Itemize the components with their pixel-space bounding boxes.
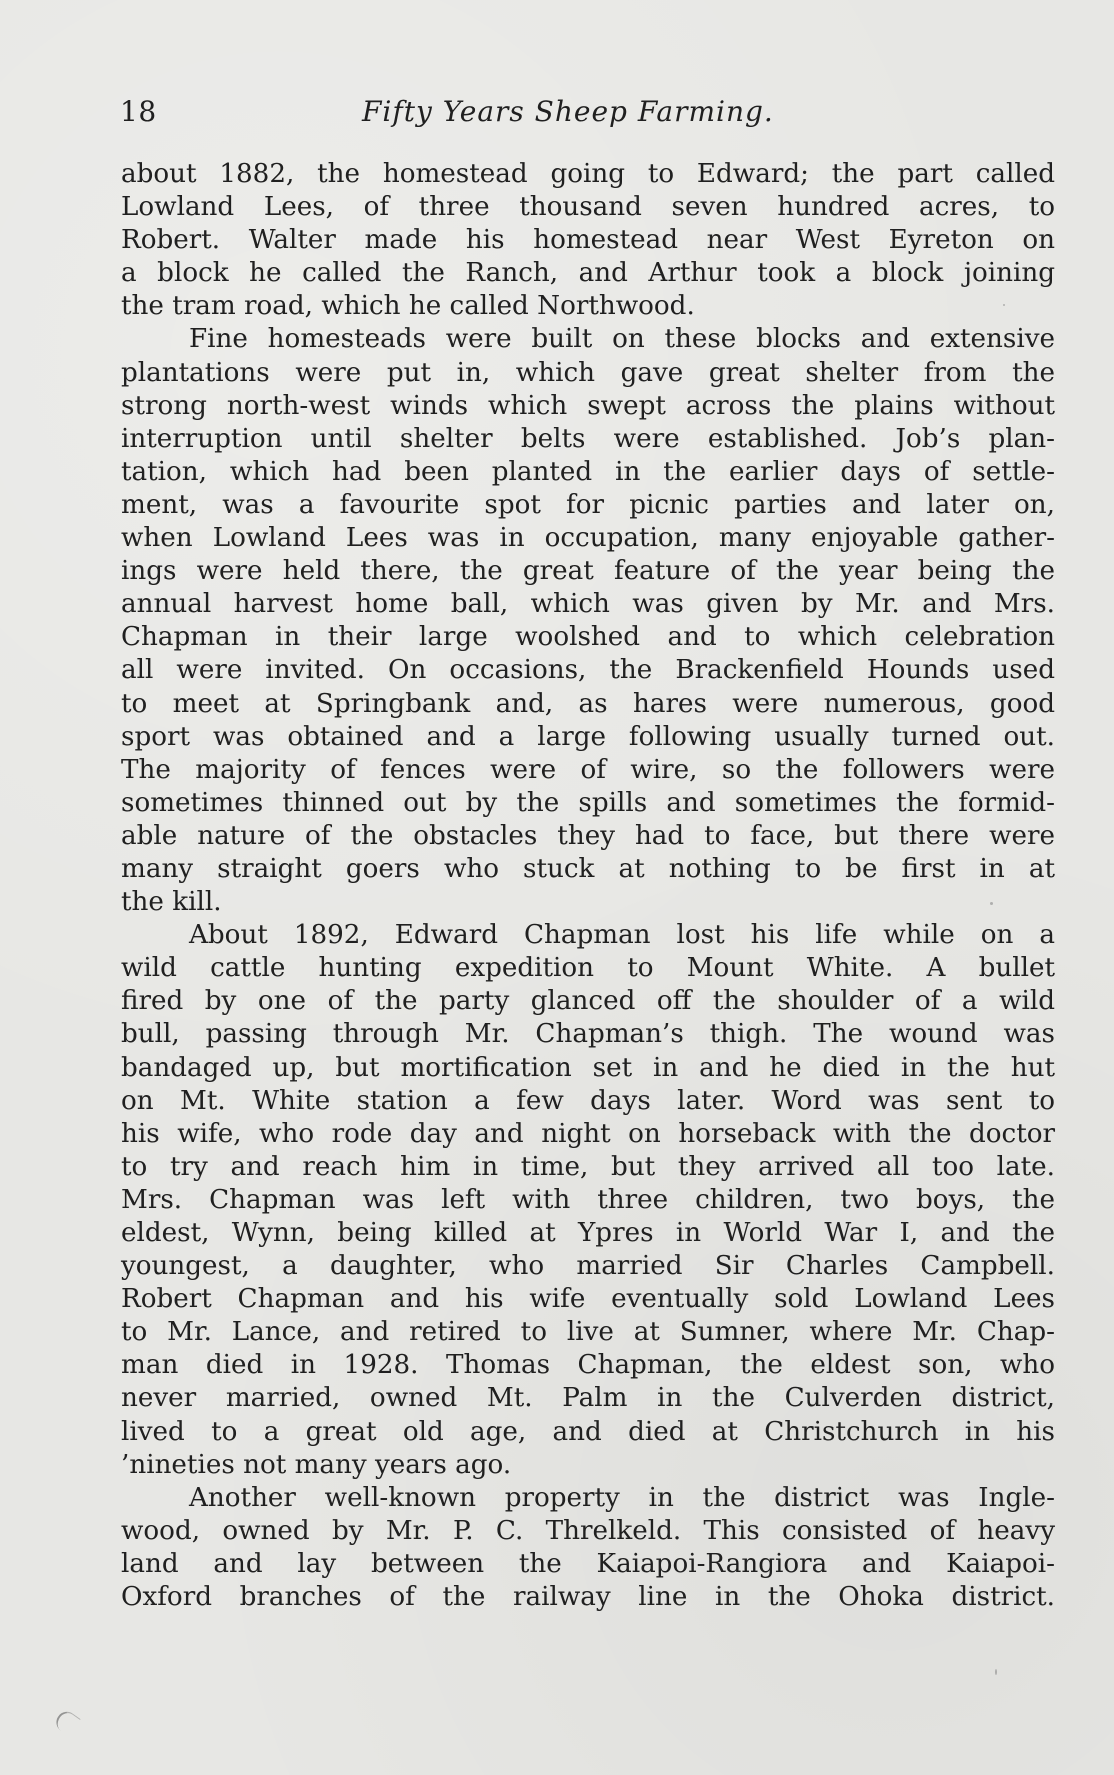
paragraph-2 (121, 323, 1055, 919)
text-line: his wife, who rode day and night on horseback with the doctor (121, 1118, 1055, 1149)
text-line: Robert Chapman and his wife eventually sold Lowland Lees (121, 1284, 1055, 1315)
text-line: Another well-known property in the district was Ingle- (189, 1482, 1055, 1513)
text-line: wood, owned by Mr. P. C. Threlkeld. This consisted of heavy (121, 1515, 1055, 1546)
text-line: Fine homesteads were built on these blocks and extensive (189, 324, 1055, 355)
text-line: Robert. Walter made his homestead near West Eyreton on (121, 225, 1055, 256)
text-line: youngest, a daughter, who married Sir Charles Campbell. (121, 1251, 1055, 1282)
text-line: wild cattle hunting expedition to Mount White. A bullet (121, 953, 1055, 984)
text-line: a block he called the Ranch, and Arthur took a block joining (121, 258, 1055, 289)
text-line: ings were held there, the great feature of the year being the (121, 556, 1055, 587)
text-line: eldest, Wynn, being killed at Ypres in World War I, and the (121, 1218, 1055, 1248)
text-line: Mrs. Chapman was left with three children, two boys, the (121, 1184, 1055, 1215)
text-line: man died in 1928. Thomas Chapman, the eldest son, who (121, 1350, 1055, 1381)
text-line: about 1882, the homestead going to Edward; the part called (121, 159, 1055, 189)
text-line: able nature of the obstacles they had to face, but there were (121, 820, 1055, 851)
text-line: the tram road, which he called Northwood. (121, 291, 695, 322)
paragraph-1 (121, 158, 1055, 323)
text-line: on Mt. White station a few days later. Word was sent to (121, 1085, 1055, 1116)
text-line: Oxford branches of the railway line in the Ohoka district. (121, 1582, 1055, 1613)
text-line: sport was obtained and a large following usually turned out. (121, 721, 1055, 752)
paper-speck (1003, 304, 1005, 306)
text-line: interruption until shelter belts were established. Job’s plan- (121, 423, 1055, 454)
text-line: lived to a great old age, and died at Christchurch in his (121, 1416, 1055, 1447)
paragraph-4 (121, 1482, 1055, 1614)
text-line: Chapman in their large woolshed and to which celebration (121, 622, 1055, 653)
text-line: fired by one of the party glanced off the shoulder of a wild (121, 986, 1055, 1017)
text-line: bandaged up, but mortification set in and he died in the hut (121, 1052, 1055, 1083)
text-line: land and lay between the Kaiapoi-Rangiora and Kaiapoi- (121, 1548, 1055, 1579)
paper-speck (995, 1669, 997, 1675)
text-line: all were invited. On occasions, the Brackenfield Hounds used (121, 655, 1055, 686)
text-line: annual harvest home ball, which was given by Mr. and Mrs. (121, 589, 1055, 620)
text-line: Lowland Lees, of three thousand seven hundred acres, to (121, 192, 1055, 223)
text-line: to try and reach him in time, but they arrived all too late. (121, 1151, 1055, 1182)
text-line: ’nineties not many years ago. (121, 1449, 512, 1480)
paragraph-3 (121, 919, 1055, 1482)
text-line: About 1892, Edward Chapman lost his life while on a (189, 920, 1055, 951)
paper-speck (990, 902, 993, 905)
page-header (120, 92, 1055, 132)
text-line: when Lowland Lees was in occupation, many enjoyable gather- (121, 523, 1055, 554)
text-line: never married, owned Mt. Palm in the Culverden district, (121, 1383, 1055, 1414)
text-line: plantations were put in, which gave great shelter from the (121, 357, 1055, 388)
text-line: tation, which had been planted in the earlier days of settle- (121, 456, 1055, 487)
text-line: The majority of fences were of wire, so the followers were (121, 754, 1055, 785)
text-line: many straight goers who stuck at nothing to be first in at (121, 853, 1055, 884)
page-number: 18 (120, 95, 157, 128)
text-line: to Mr. Lance, and retired to live at Sumner, where Mr. Chap- (121, 1317, 1055, 1348)
text-line: ment, was a favourite spot for picnic parties and later on, (121, 489, 1055, 520)
text-line: to meet at Springbank and, as hares were numerous, good (121, 688, 1055, 719)
text-line: strong north-west winds which swept across the plains without (121, 390, 1055, 421)
running-title: Fifty Years Sheep Farming. (362, 95, 774, 128)
text-line: the kill. (121, 887, 222, 918)
text-line: sometimes thinned out by the spills and sometimes the formid- (121, 787, 1055, 818)
pencil-mark (52, 1708, 80, 1737)
body-text (121, 158, 1055, 1614)
text-line: bull, passing through Mr. Chapman’s thigh. The wound was (121, 1019, 1055, 1050)
